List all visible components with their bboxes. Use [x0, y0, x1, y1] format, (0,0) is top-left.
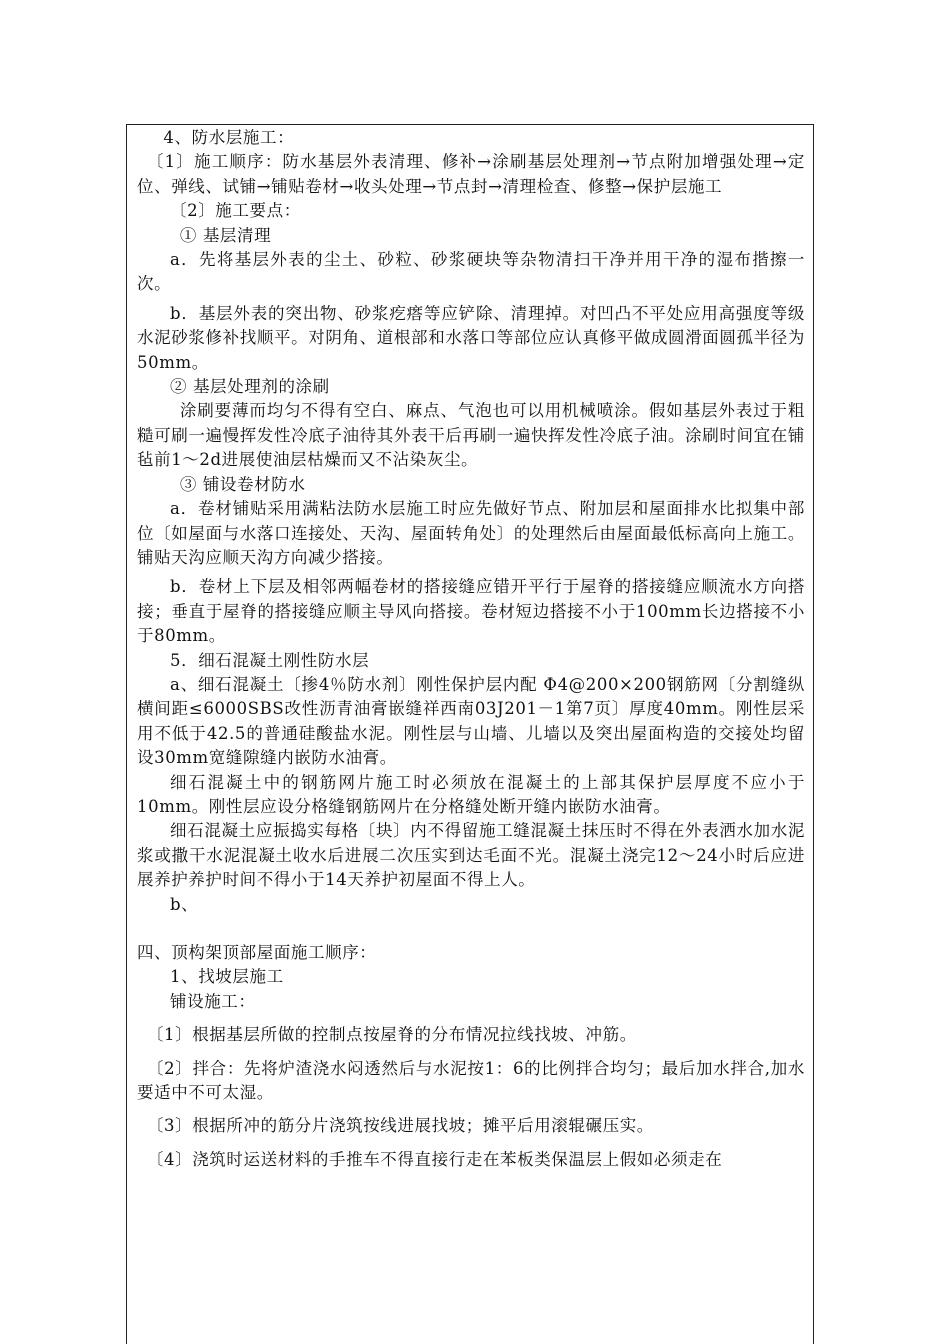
paragraph: 〔1〕施工顺序：防水基层外表清理、修补→涂刷基层处理剂→节点附加增强处理→定位、弹线、试铺→铺贴卷材→收头处理→节点封→清理检查、修整→保护层施工 [137, 152, 805, 196]
paragraph: 细石混凝土应振捣实每格〔块〕内不得留施工缝混凝土抹压时不得在外表洒水加水泥浆或撒干水泥混凝土收水后进展二次压实到达毛面不光。混凝土浇完12～24小时后应进展养护养护时间不得小于14天养护初屋面不得上人。 [137, 821, 805, 890]
paragraph: b、 [170, 894, 199, 914]
paragraph: 〔2〕拌合：先将炉渣浇水闷透然后与水泥按1：6的比例拌合均匀；最后加水拌合,加水要适中不可太湿。 [137, 1058, 805, 1103]
paragraph: 涂刷要薄而均匀不得有空白、麻点、气泡也可以用机械喷涂。假如基层外表过于粗糙可刷一遍慢挥发性冷底子油待其外表干后再刷一遍快挥发性冷底子油。涂刷时间宜在铺毡前1～2d进展使油层枯燥而又不沾染灰尘。 [137, 401, 805, 470]
paragraph: b．基层外表的突出物、砂浆疙瘩等应铲除、清理掉。对凹凸不平处应用高强度等级水泥砂浆修补找顺平。对阴角、道根部和水落口等部位应认真修平做成圆滑面圆孤半径为50mm。 [137, 303, 805, 372]
paragraph: 〔1〕根据基层所做的控制点按屋脊的分布情况拉线找坡、冲筋。 [146, 1025, 637, 1045]
section-heading: 5．细石混凝土刚性防水层 [170, 650, 370, 670]
paragraph: a、细石混凝土〔掺4％防水剂〕刚性保护层内配 Φ4@200×200钢筋网〔分割缝纵横间距≤6000SBS改性沥青油膏嵌缝祥西南03J201－1第7页〕厚度40mm。刚性层采用不低于42.5的普通硅酸盐水泥。刚性层与山墙、儿墙以及突出屋面构造的交接处均留设30mm宽缝隙缝内嵌防水油膏。 [137, 674, 805, 768]
document-table-cell [126, 124, 814, 1344]
subheading: ③ 铺设卷材防水 [179, 474, 306, 494]
paragraph: 〔3〕根据所冲的筋分片浇筑按线进展找坡；摊平后用滚辊碾压实。 [146, 1116, 654, 1136]
paragraph: b．卷材上下层及相邻两幅卷材的搭接缝应错开平行于屋脊的搭接缝应顺流水方向搭接；垂直于屋脊的搭接缝应顺主导风向搭接。卷材短边搭接不小于100mm长边搭接不小于80mm。 [137, 577, 805, 646]
section-heading: 四、顶构架顶部屋面施工顺序： [137, 943, 377, 962]
paragraph: a．卷材铺贴采用满粘法防水层施工时应先做好节点、附加层和屋面排水比拟集中部位〔如屋面与水落口连接处、天沟、屋面转角处〕的处理然后由屋面最低标高向上施工。铺贴天沟应顺天沟方向减少搭接。 [137, 499, 805, 567]
document-body [137, 126, 805, 1172]
paragraph: 细石混凝土中的钢筋网片施工时必须放在混凝土的上部其保护层厚度不应小于10mm。刚性层应设分格缝钢筋网片在分格缝处断开缝内嵌防水油膏。 [137, 772, 805, 816]
subheading: 〔2〕施工要点： [170, 201, 301, 221]
subheading: ② 基层处理剂的涂刷 [170, 377, 330, 397]
paragraph: 〔4〕浇筑时运送材料的手推车不得直接行走在苯板类保温层上假如必须走在 [146, 1149, 723, 1169]
subheading: ① 基层清理 [179, 225, 272, 245]
section-heading: 4、防水层施工： [163, 128, 295, 147]
subheading: 铺设施工： [170, 991, 256, 1011]
subheading: 1、找坡层施工 [170, 967, 284, 987]
blank-line [137, 917, 805, 941]
paragraph: a．先将基层外表的尘土、砂粒、砂浆硬块等杂物清扫干净并用干净的湿布揩擦一次。 [137, 250, 805, 294]
